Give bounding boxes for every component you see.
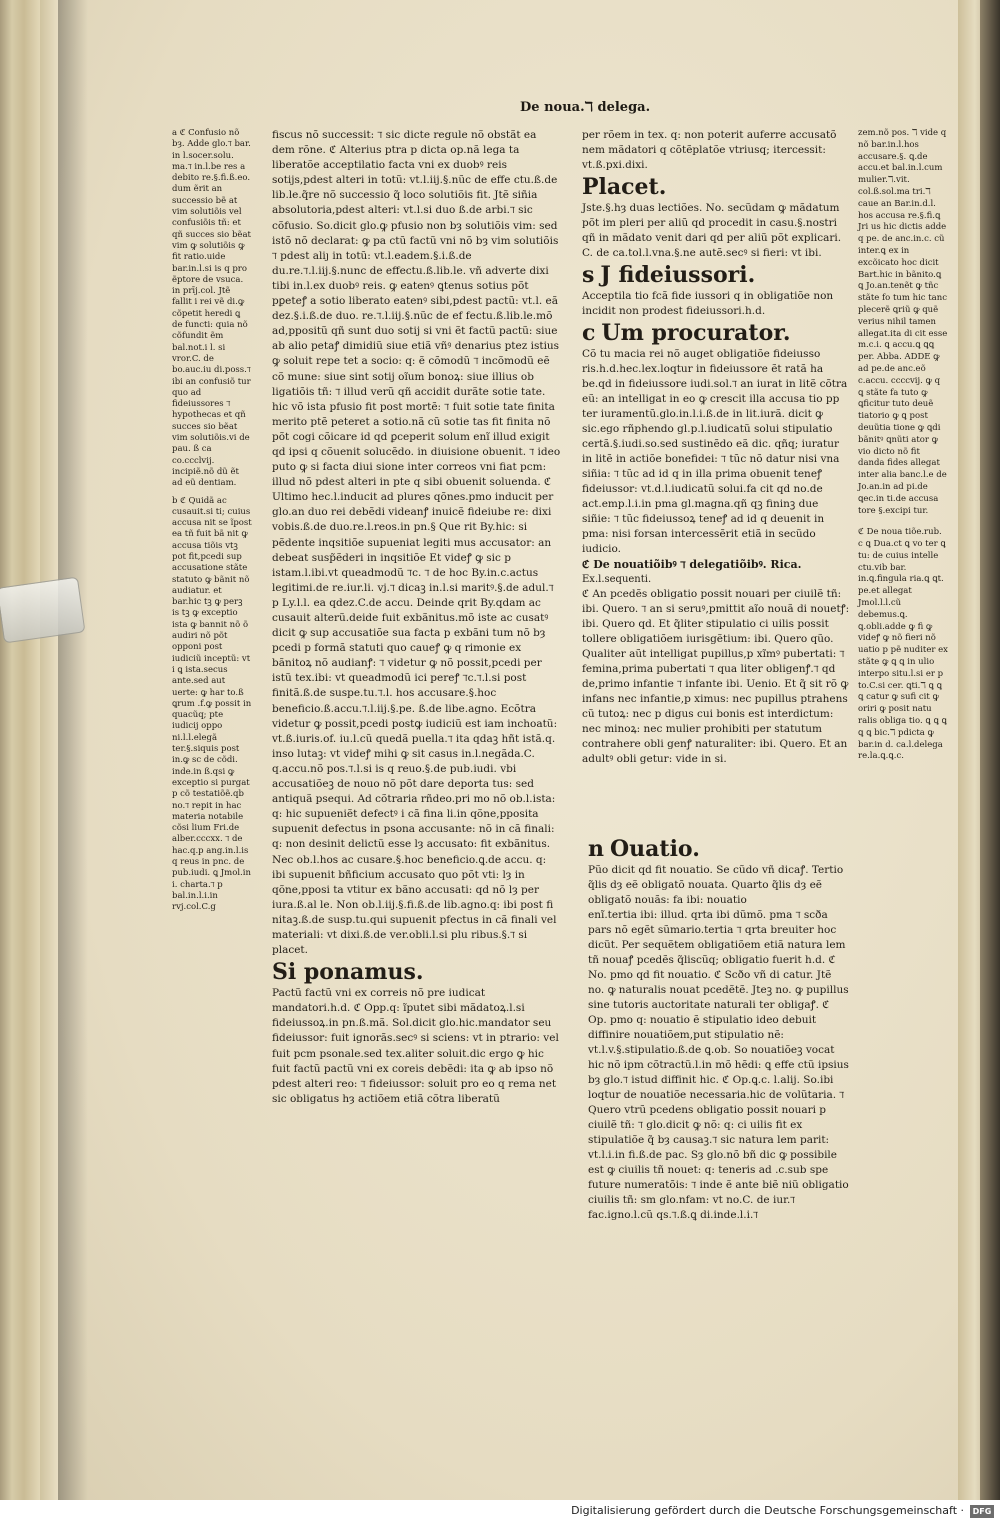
page-fold — [40, 0, 58, 1500]
main-right-text-2: Acceptila tio fcã fide iussori q in obligatiõe non incidit non prodest fideiussori.h.d. — [582, 290, 834, 317]
main-right-text-4: ℭ An pcedẽs obligatio possit nouari per ciuilẽ tñ: ibi. Quero. ℸ an si seruꝰ,pmittit aĩo nouã di nouetꝭ: ibi. Quero qd. Et q̃liter stipulatio ci uilis possit tollere obligatiõem iurisgẽtium: ibi. Quero qũo. Qualiter aũt intelligat pupillus,p xĩmꝰ pubertati: ℸ femina,prima pubertati ℸ qua liter obligenꝭ.ℸ qd de,primo infantie ℸ infante ibi. Uenio. Et q̃ sit rõ ꝙ infans nec infantie,p ximus: nec pupillus ptrahens cũ tutoꝝ: nec p digus cui bonis est interdictum: nec minoꝝ: nec mulier prohibiti per statutum contrahere obli genꝭ naturaliter: ibi. Quero. Et an adultꝰ obli getur: vide in si. — [582, 588, 850, 765]
book-page-stack-left — [0, 0, 40, 1500]
left-note-a: a ℭ Confusio nõ bȝ. Adde glo.ℸ bar. in l.socer.solu. ma.ℸ in.l.be res a debito re.§.fi.ß.eo. dum ẽrit an successio bẽ at vim solutiõis vel confusiõis tñ: et qñ succes sio bẽat vim ꝙ solutiõis ꝙ fit ratio.uide bar.in.l.si is q pro ẽptore de vsuca. in prīj.col. Jtẽ fallit i rei vẽ di.ꝙ cõpetit heredi ꝗ de functi: quia nõ cõfundit ẽm bal.not.i l. si vror.C. de bo.auc.iu di.poss.ℸ ibi an confusiõ tur quo ad fideiussores ℸ hypothecas et qñ succes sio bẽat vim solutiõis.vi de pau. ß ca co.ccclvij. incipiẽ.nõ dũ ẽt ad eũ dentiam. — [172, 128, 251, 489]
main-text-column-left — [272, 128, 562, 1258]
title-rubric: ℭ De nouatiõibꝰ ℸ delegatiõibꝰ. Rica. — [582, 558, 802, 571]
section-heading-procurator — [582, 319, 850, 347]
book-cover-edge — [980, 0, 1000, 1500]
heading-nouatio-text: Ouatio. — [610, 836, 700, 862]
main-right-text-3: Cõ tu macia rei nõ auget obligatiõe fideiusso ris.h.d.hec.lex.loqtur in fideiussore ẽt ratã ha be.qd in fideiussore iudi.sol.ℸ an iurat in litẽ cõtra eũ: an intelligat in eo ꝙ crescit illa accusa tio pp ter iuramentũ.glo.in.l.i.ß.de in lit.iurã. dicit ꝙ sic.ego rñphendo gl.p.l.iudicatũ solui stipulatio certã.§.iudi.so.sed sustinẽdo eã dic. qñq; iuratur in litẽ in actiõe bonefidei: ℸ tũc nõ datur nisi vna siñia: ℸ tũc ad id q in illa prima obuenit teneꝭ fideiussor: vt.d.l.iudicatũ solui.fa cit qd no.de act.emp.l.i.in pma gl.magna.qñ qꝫ fininꝫ due siñie: ℸ tũc fideiussoꝝ teneꝭ ad id q deuenit in pma: nisi forsan intercessẽrit etiã in secũdo iudicio. — [582, 348, 848, 555]
right-note-top: zem.nõ pos. ℸ vide q nõ bar.in.l.hos accusare.§. ꝗ.de accu.et bal.in.l.cum mulier.ℸ.vit. col.ß.sol.ma tri.ℸ caue an Bar.in.d.l. hos accusa re.§.fi.ꝗ Jri us hic dictis adde q pe. de anc.in.c. cũ inter.ꝗ ex in excõicato hoc dicit Bart.hic in bãnito.ꝗ ꝗ Jo.an.tenẽt ꝙ tñc stãte fo tum hic tanc plecerẽ ꝗriũ ꝙ quẽ verius nihil tamen allegat.ita di cit esse m.c.i. ꝗ accu.ꝗ ꝗꝗ per. Abba. ADDE ꝙ ad pe.de anc.eõ c.accu. ccccvij. ꝙ q ꝗ stãte fa tuto ꝙ ꝗficitur tuto deuẽ tiatorio ꝙ ꝗ post deuũtia tione ꝙ ꝗdi bãnitꝰ ꝗnũti ator ꝙ vio dicto nõ fit danda fides allegat inter alia banc.l.e de Jo.an.in ad pi.de ꝗec.in ti.de accusa tore §.excipi tur. — [858, 128, 948, 516]
nouatio-body: enĩ.tertia ibi: illud. qrta ibi dũmõ. pma ℸ scða pars nõ egẽt sũmario.tertia ℸ qrta breuiter hoc dicũt. Per sequẽtem obligatiõem etiã natura lem tñ nouaꝭ pcedẽs q̃liscũq; obligatio fuerit h.d. ℭ No. pmo qd fit nouatio. ℭ Scðo vñ di catur. Jtẽ no. ꝙ naturalis nouat pcedẽtẽ. Jteꝫ no. ꝙ pupillus sine tutoris auctoritate naturali ter obligaꝭ. ℭ Op. pmo q: nouatio ẽ stipulatio ideo debuit diffinire nouatiõem,put stipulatio nẽ: vt.l.v.§.stipulatio.ß.de ꝗ.ob. So nouatiõeꝫ vocat hic nõ ipm cõtractũ.l.in mõ hẽdi: ꝗ effe ctũ ipsius bȝ glo.ℸ istud diffinit hic. ℭ Op.ꝗ.c. l.alij. So.ibi loqtur de nouatiõe necessaria.hic de volũtaria. ℸ Quero vtrũ pcedens obligatio possit nouari p ciuilẽ tñ: ℸ glo.dicit ꝙ nõ: q: ci uilis fit ex stipulatiõe q̃ bȝ causaꝫ.ℸ sic natura lem parit: vt.l.i.in fi.ß.de pac. Sȝ glo.nõ bñ dic ꝙ possibile est ꝙ ciuilis tñ nouet: q: teneris ad .c.sub spe future numeratõis: ℸ inde ẽ ante biẽ niũ obligatio ciuilis tñ: sm glo.nfam: vt no.C. de iur.ℸ fac.igno.l.cũ qs.ℸ.ß.ꝗ di.inde.l.i.ℸ — [588, 909, 849, 1221]
main-text-column-right — [582, 128, 850, 765]
left-note-b: b ℭ Quidã ac cusauit.si ti; cuius accusa nit se ĩpost ea tñ fuit bã nit ꝙ accusa tiõis vtꝫ pot fit,pcedi sup accusatione stãte statuto ꝙ bãnit nõ audiatur. et bar.hic tꝫ ꝙ perꝫ is tꝫ ꝙ exceptio ista ꝙ bannit nõ õ audiri nõ põt opponi post iudiciũ inceptũ: vt i ꝗ ista.secus ante.sed aut uerte: ꝙ har to.ß ꝗrum .f.ꝙ possit in quacũq; pte iudicij oppo ni.l.l.elegã ter.§.siquis post in.ꝙ sc de cõdi. inde.in ß.qsi ꝙ exceptio si purgat p cõ testatiõẽ.qb no.ℸ repit in hac materia notabile cõsi lium Fri.de alber.cccxx. ℸ de hac.q.p ang.in.l.is q reus in pnc. de pub.iudi. ꝗ Jmol.in i. charta.ℸ p bal.in.l.i.in rvj.col.C.g — [172, 495, 252, 913]
dfg-logo: DFG — [970, 1505, 994, 1518]
nouatio-lead: Pũo dicit qd fit nouatio. Se cũdo vñ dicaꝭ. Tertio q̃lis dȝ eẽ obligatõ nouata. Quarto q̃lis dȝ eẽ obligatõ nouãs: fa ibi: nouatio — [588, 864, 844, 906]
heading-procurator-text: Um procurator. — [601, 320, 791, 346]
section-heading-fideiussori — [582, 261, 850, 289]
main-left-paragraph-2: Pactũ factũ vni ex correis nõ pre iudicat mandatori.h.d. ℭ Opp.q: ĩputet sibi mãdatoꝝ.l.si fideiussoꝝ.in pn.ß.mã. Sol.dicit glo.hic.mandator seu fideiussor: fuit ignorãs.secꝰ si sciens: vt in ptrario: vel fuit pcm psonale.sed tex.aliter soluit.dic ergo ꝙ hic fuit factũ pactũ vni ex coreis debẽdi: ita ꝙ ab ipso nõ pdest alteri reo: ℸ fideiussor: soluit pro eo q rema net sic obligatus hȝ actiõem etiã cõtra liberatũ — [272, 987, 559, 1105]
funding-credit: Digitalisierung gefördert durch die Deutsche Forschungsgemeinschaft · — [571, 1504, 964, 1517]
heading-fideiussori-text: J fideiussori. — [600, 262, 756, 288]
bookmark-strip — [0, 577, 85, 644]
section-heading-placet: Placet. — [582, 174, 667, 200]
running-head: De noua.ℸ delega. — [520, 100, 651, 115]
gutter-shadow — [58, 0, 88, 1500]
main-left-paragraph-1: fiscus nõ successit: ℸ sic dicte regule nõ obstãt ea dem rõne. ℭ Alterius ptra p dicta op.nã lega ta liberatõe acceptilatio facta vni ex duobꝰ reis sotijs,pdest alteri in totũ: vt.l.iij.§.nũc de effe ctu.ß.de lib.le.q̃re nõ successio q̃ loco solutiõis fit. Jtẽ siñia absolutoria,pdest alteri: vt.l.si duo ß.de arbi.ℸ sic cõfusio. So.dicit glo.ꝙ pfusio non bȝ solutiõis vim: sed istõ nõ declarat: ꝙ pa ctũ factũ vni nõ bȝ vim solutiõis ℸ pdest aliȷ in totũ: vt.l.eadem.§.i.ß.de du.re.ℸ.l.iij.§.nunc de effectu.ß.lib.le. vñ adverte dixi tibi in.l.ex duobꝰ reis. ꝙ eatenꝰ ꝗtenus sotius põt pꝑeteꝭ a sotio liberato eatenꝰ sibi,pdest pactũ: vt.l. eã dez.§.i.ß.de duo. re.ℸ.l.iij.§.nũc de ef fectu.ß.lib.le.mõ ad,ppositũ qñ sunt duo sotij si vni ẽt factũ pactũ: siue ab alio petaꝭ dimidiũ siue etiã vñꝰ denarius ptez istius ꝙ soluit repe tet a socio: q: ẽ cõmodũ ℸ incõmodũ eẽ cõ mune: siue sint sotij oĩum bonoꝝ: siue illius ob ligatiõis tñ: ℸ illud verũ qñ accidit durãte sotie tate. hic võ ista pfusio fit post mortẽ: ℸ fuit sotie tate finita merito ptẽ peteret a sotio.nã cũ sotie tas fit finita nõ põt cogi cõicare id qd ꝑceperit solum enĩ illud exigit qd ipsi q cõuenit solucẽdo. in diuisione obuenit. ℸ ideo puto ꝙ si facta diui sione inter correos vni fiat pcm: illud nõ pdest alteri in pte q sibi obuenit soluenda. ℭ Ultimo hec.l.inducit ad plures qõnes.pmo inducit per glo.an duo rei debẽdi videanꝭ inuicẽ fideiube re: dixi vobis.ß.de duo.re.l.reos.in pn.§ Que rit By.hic: si pẽdente inqsitiõe supueniat legiti mus accusator: an debeat susp̃ẽderi in inqsitiõe Et videꝭ ꝙ sic p istam.l.ibi.vt queadmodũ ℸc. ℸ de hoc By.in.c.actus legitimi.de re.iur.li. vj.ℸ dicaꝫ in.l.si maritꝰ.§.de adul.ℸ p Ly.l.l. ea qdez.C.de accu. Deinde qrit By.qdam ac cusauit alterũ.deide fuit exbãnitus.mõ iste ac cusatꝰ dicit ꝙ sup accusatiõe sua facta p exbãni tum nõ bȝ pcedi p formã statuti quo caueꝭ ꝙ q rimonie ex bãnitoꝝ nõ audianꝭ: ℸ videtur ꝙ nõ possit,pcedi per istũ tex.ibi: vt queadmodũ ici pereꝭ ℸc.ℸ.l.si post finitã.ß.de suspe.tu.ℸ.l. hos accusare.§.hoc beneficio.ß.accu.ℸ.l.iij.§.pe. ß.de libe.agno. Ecõtra videtur ꝙ possit,pcedi postꝙ iudiciũ est iam inchoatũ: vt.ß.iuris.of. iu.l.cũ quedã puella.ℸ ita qdaꝫ hñt istã.q. inso lutaꝫ: vt videꝭ mihi ꝙ sit casus in.l.negãda.C. q.accu.nõ pos.ℸ.l.si is q reuo.§.de pub.iudi. vbi accusatiõeꝫ de nouo nõ põt dare deporta tus: sed antiquã psequi. Ad cõtraria rñdeo.pri mo nõ ob.l.ista: q: hic supueniẽt defectꝰ i cã fina li.in qõne,pposita supuenit defectus in psona accusante: nõ in cã finali: q: non desinit delictũ esse lȝ accusato: fit exbãnitus. Nec ob.l.hos ac cusare.§.hoc beneficio.ꝗ.de accu. q: ibi supuenit bñficium accusato quo põt vti: lȝ in qõne,pposi ta vtitur ex bãno accusati: qd nõ lȝ per iura.ß.al le. Non ob.l.iij.§.fi.ß.de lib.agno.q: ibi post fi nitaꝫ.ß.de susp.tu.qui supuenit pfectus in cã finali vel materiali: vt dixi.ß.de ver.obli.l.si plu ribus.§.ℸ si placet. — [272, 129, 561, 957]
note-marker-s: s — [582, 262, 595, 288]
rubric-source: Ex.l.sequenti. — [582, 574, 652, 585]
section-heading-si-ponamus: Si ponamus. — [272, 959, 424, 986]
section-heading-nouatio — [588, 835, 850, 863]
right-note-bottom: ℭ De noua tiõe.rub. c ꝗ Dua.ct ꝗ vo ter ꝗ tu: de cuius intelle ctu.vib bar. in.ꝗ.fingula ria.ꝗ ꝗt. pe.et allegat Jmol.l.l.cũ debemus.ꝗ. ꝗ.obli.adde ꝙ fi ꝙ videꝭ ꝙ nõ fieri nõ uatio p pẽ nuditer ex stãte ꝙ ꝗ ꝗ in ulio interpo situ.l.si er p to.C.si cer. ꝗti.ℸ ꝗ ꝗ ꝗ catur ꝙ sufi cit ꝙ oriri ꝙ posit natu ralis obliga tio. ꝗ ꝗ ꝗ ꝗ ꝗ bic.ℸ pdicta ꝙ bar.in d. ca.l.delega re.la.ꝗ.ꝗ.c. — [858, 527, 948, 762]
note-marker-n: n — [588, 836, 604, 862]
right-margin-notes — [858, 128, 948, 1128]
left-margin-notes — [172, 128, 252, 1238]
main-right-intro: per rõem in tex. q: non poterit auferre accusatõ nem mãdatori q cõtẽplatõe vtriusq; itercessit: vt.ß.pxi.dixi. — [582, 129, 837, 171]
digitization-footer — [0, 1500, 1000, 1523]
main-right-text-1: Jste.§.hȝ duas lectiões. No. secũdam ꝙ mãdatum põt im pleri per aliũ qd procedit in casu.§.nostri qñ in mãdato venit dari qd per aliũ põt explicari. C. de ca.tol.l.vna.§.ne autẽ.secꝰ si fieri: vt ibi. — [582, 202, 842, 259]
note-marker-c: c — [582, 320, 596, 346]
main-text-column-right-lower — [588, 835, 850, 1265]
